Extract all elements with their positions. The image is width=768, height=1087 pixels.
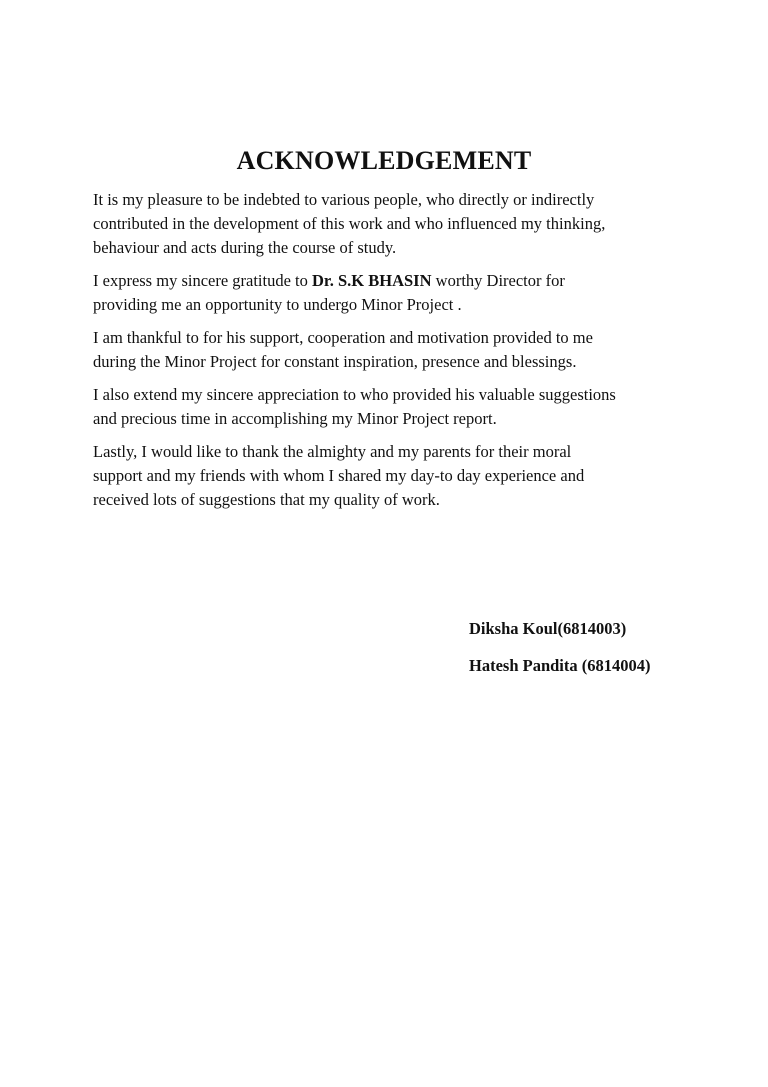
paragraph-line: It is my pleasure to be indebted to various people, who directly or indirectly bbox=[93, 190, 595, 209]
paragraph-text: I express my sincere gratitude to bbox=[93, 271, 313, 290]
paragraph-line: during the Minor Project for constant inspiration, presence and blessings. bbox=[93, 352, 577, 371]
paragraph-line: I am thankful to for his support, cooperation and motivation provided to me bbox=[93, 328, 593, 347]
paragraph-line: and precious time in accomplishing my Minor Project report. bbox=[93, 409, 497, 428]
paragraph-2 bbox=[93, 269, 683, 317]
director-name: Dr. S.K BHASIN bbox=[312, 271, 432, 290]
paragraph-line: providing me an opportunity to undergo Minor Project . bbox=[93, 295, 462, 314]
paragraph-line bbox=[93, 269, 683, 293]
paragraph-5 bbox=[93, 440, 683, 512]
signature-name: Diksha Koul(6814003) bbox=[469, 619, 627, 638]
paragraph-3 bbox=[93, 326, 683, 374]
acknowledgement-body bbox=[93, 188, 683, 521]
paragraph-line: contributed in the development of this work and who influenced my thinking, bbox=[93, 214, 606, 233]
paragraph-1 bbox=[93, 188, 683, 260]
signature-name: Hatesh Pandita (6814004) bbox=[469, 656, 651, 675]
signature-block bbox=[469, 617, 749, 691]
paragraph-line: behaviour and acts during the course of study. bbox=[93, 238, 397, 257]
paragraph-line: Lastly, I would like to thank the almighty and my parents for their moral bbox=[93, 442, 572, 461]
paragraph-line: support and my friends with whom I shared my day-to day experience and bbox=[93, 466, 585, 485]
paragraph-text: worthy Director for bbox=[431, 271, 565, 290]
paragraph-line: received lots of suggestions that my quality of work. bbox=[93, 490, 440, 509]
paragraph-4 bbox=[93, 383, 683, 431]
document-title: ACKNOWLEDGEMENT bbox=[236, 146, 532, 175]
paragraph-line: I also extend my sincere appreciation to who provided his valuable suggestions bbox=[93, 385, 616, 404]
